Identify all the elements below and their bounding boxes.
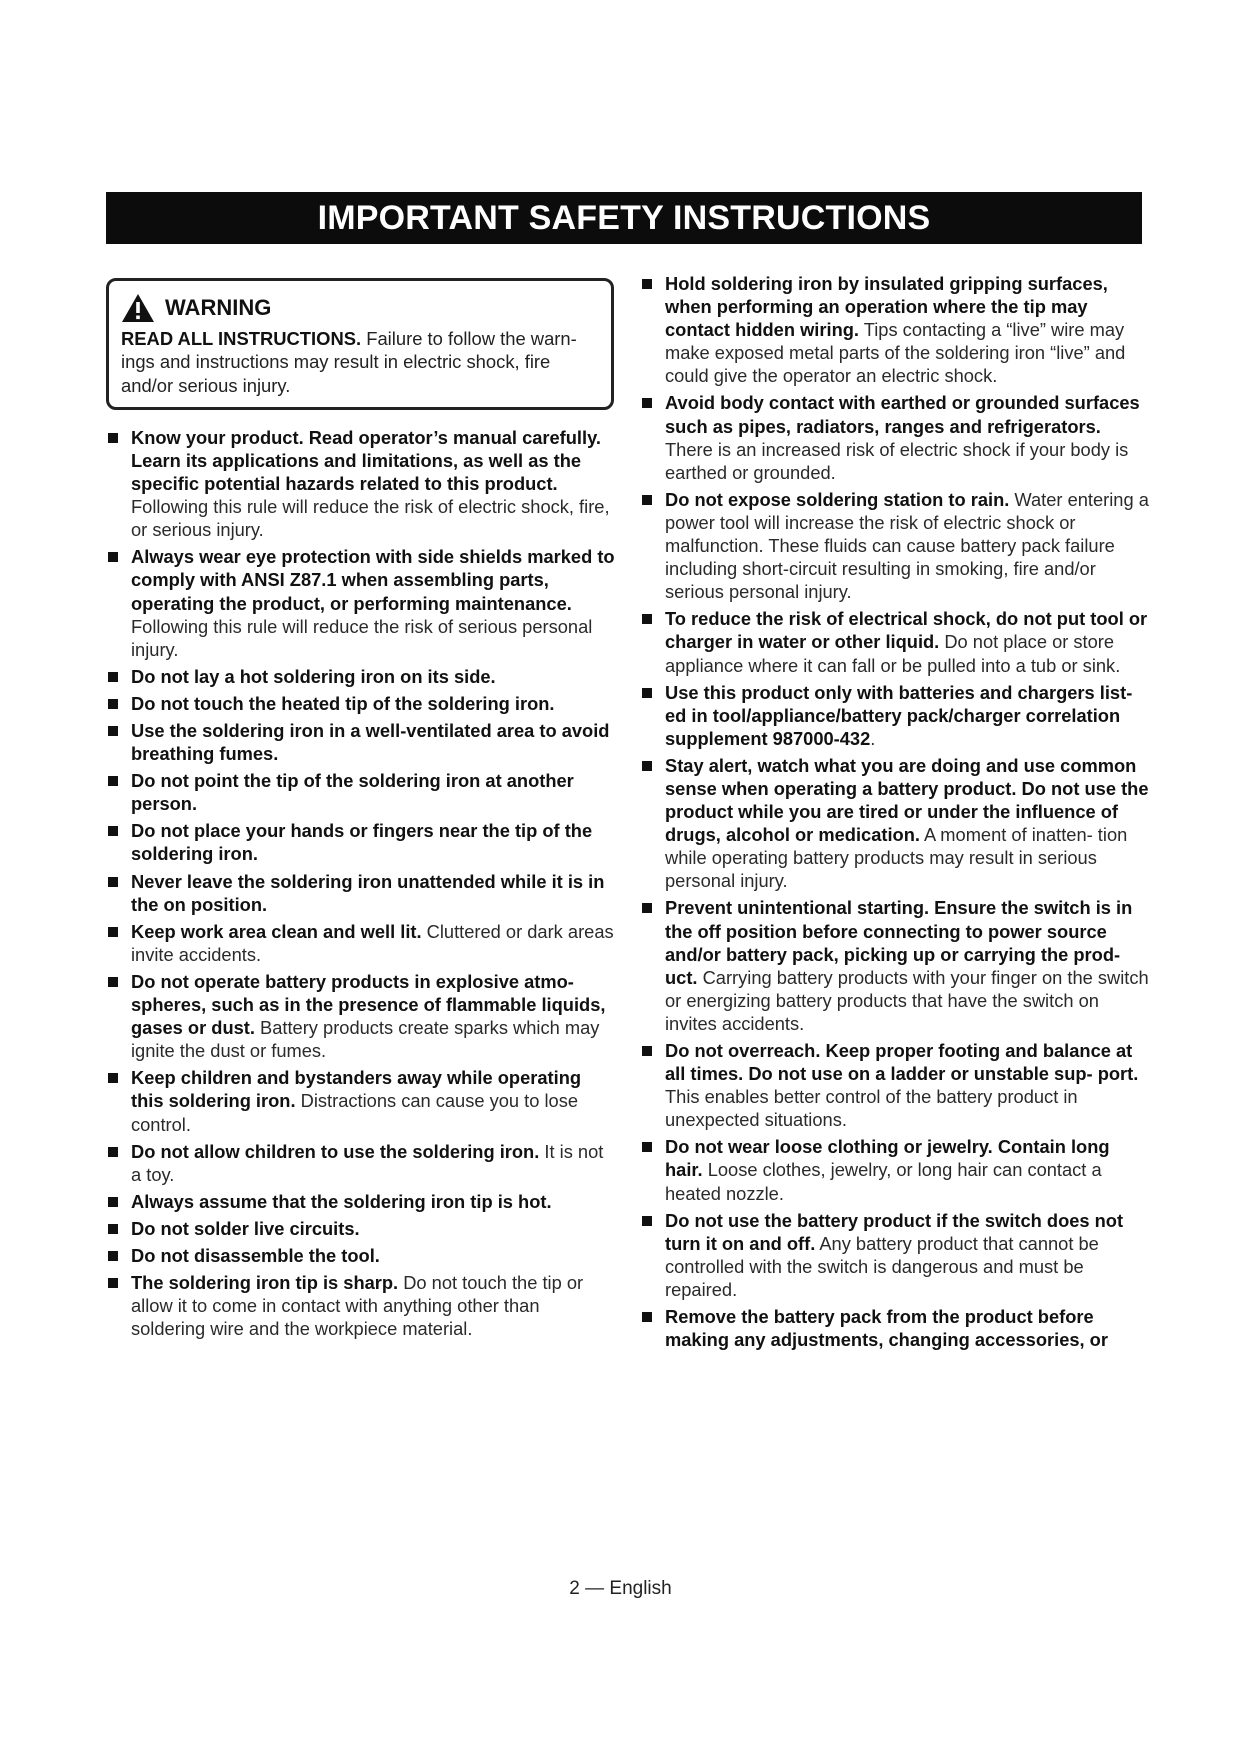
instruction-text: Loose clothes, jewelry, or long hair can contact a heated nozzle. [665, 1159, 1102, 1204]
square-bullet-icon [108, 826, 118, 836]
instruction-text: There is an increased risk of electric shock if your body is earthed or grounded. [665, 438, 1129, 483]
instruction-bold: Prevent unintentional starting. Ensure the switch is in the off position before connecting to power source and/or battery pack, picking up or carrying the prod- uct. [665, 897, 1133, 988]
instruction-text: Any battery product that cannot be controlled with the switch is dangerous and must be repaired. [665, 1232, 1099, 1300]
square-bullet-icon [642, 761, 652, 771]
instruction-text: Do not place or store appliance where it can fall or be pulled into a tub or sink. [665, 631, 1121, 676]
square-bullet-icon [108, 1197, 118, 1207]
instruction-item [106, 1244, 616, 1267]
instruction-item [106, 870, 616, 916]
warning-heading [121, 293, 599, 323]
instruction-item [106, 1217, 616, 1240]
instruction-item [106, 1271, 616, 1340]
instruction-text: . [870, 727, 876, 749]
page-title: IMPORTANT SAFETY INSTRUCTIONS [106, 192, 1142, 244]
instruction-bold: Do not touch the heated tip of the soldering iron. [131, 692, 555, 714]
instruction-bold: Know your product. Read operator’s manual carefully. Learn its applications and limitations, as well as the specific potential hazards related to this product. [131, 426, 601, 495]
page-footer: 2 — English [569, 1578, 672, 1599]
square-bullet-icon [642, 688, 652, 698]
instruction-item [640, 1135, 1150, 1204]
instruction-text: Water entering a power tool will increase the risk of electric shock or malfunction. These fluids can cause battery pack failure including short-circuit resulting in smoking, fire and/or serious personal injury. [665, 488, 1149, 603]
square-bullet-icon [108, 672, 118, 682]
instruction-item [640, 391, 1150, 483]
instruction-bold: Use this product only with batteries and chargers list- ed in tool/appliance/battery pack/charger correlation supplement 987000-432 [665, 681, 1133, 749]
instruction-item [106, 426, 616, 541]
instruction-bold: Do not overreach. Keep proper footing and balance at all times. Do not use on a ladder or unstable sup- port. [665, 1040, 1139, 1085]
square-bullet-icon [108, 776, 118, 786]
left-column [106, 278, 616, 1344]
instruction-bold: Use the soldering iron in a well-ventilated area to avoid breathing fumes. [131, 720, 610, 765]
square-bullet-icon [642, 614, 652, 624]
instruction-item [640, 754, 1150, 893]
square-bullet-icon [108, 552, 118, 562]
instruction-bold: Do not solder live circuits. [131, 1217, 360, 1239]
instruction-text: Cluttered or dark areas invite accidents. [131, 920, 614, 965]
instruction-bold: Avoid body contact with earthed or grounded surfaces such as pipes, radiators, ranges and refrigerators. [665, 392, 1140, 437]
square-bullet-icon [642, 495, 652, 505]
instruction-text: Carrying battery products with your finger on the switch or energizing battery products that have the switch on invites accidents. [665, 966, 1149, 1034]
right-instruction-list [640, 272, 1150, 1351]
warning-lead: READ ALL INSTRUCTIONS. [121, 328, 362, 349]
instruction-item [106, 920, 616, 966]
warning-box [106, 278, 614, 410]
instruction-item [640, 607, 1150, 676]
square-bullet-icon [108, 433, 118, 443]
instruction-item [640, 488, 1150, 603]
instruction-text: Battery products create sparks which may ignite the dust or fumes. [131, 1017, 600, 1062]
instruction-bold: To reduce the risk of electrical shock, do not put tool or charger in water or other liquid. [665, 608, 1148, 653]
instruction-item [106, 1066, 616, 1135]
instruction-bold: Always wear eye protection with side shields marked to comply with ANSI Z87.1 when assembling parts, operating the product, or performing maintenance. [131, 546, 615, 614]
instruction-bold: Do not operate battery products in explosive atmo- spheres, such as in the presence of flammable liquids, gases or dust. [131, 970, 606, 1039]
instruction-bold: Do not allow children to use the soldering iron. [131, 1140, 540, 1162]
square-bullet-icon [108, 1073, 118, 1083]
square-bullet-icon [108, 1147, 118, 1157]
instruction-bold: Always assume that the soldering iron tip is hot. [131, 1190, 552, 1212]
instruction-text: A moment of inatten- tion while operating battery products may result in serious personal injury. [665, 824, 1128, 892]
square-bullet-icon [642, 1046, 652, 1056]
square-bullet-icon [108, 977, 118, 987]
instruction-bold: Keep work area clean and well lit. [131, 920, 422, 942]
square-bullet-icon [108, 877, 118, 887]
instruction-item [640, 896, 1150, 1035]
instruction-bold: Do not use the battery product if the switch does not turn it on and off. [665, 1209, 1124, 1254]
instruction-bold: Stay alert, watch what you are doing and use common sense when operating a battery product. Do not use the product while you are tired or under the influence of drugs, alcohol or medication. [665, 754, 1149, 846]
instruction-text: Do not touch the tip or allow it to come in contact with anything other than soldering wire and the workpiece material. [131, 1272, 584, 1340]
square-bullet-icon [108, 1224, 118, 1234]
square-bullet-icon [642, 1216, 652, 1226]
instruction-item [106, 719, 616, 765]
left-instruction-list [106, 426, 616, 1340]
instruction-item [106, 769, 616, 815]
right-column [640, 272, 1150, 1355]
instruction-item [106, 692, 616, 715]
instruction-text: Distractions can cause you to lose control. [131, 1090, 579, 1135]
instruction-item [640, 1039, 1150, 1131]
instruction-bold: The soldering iron tip is sharp. [131, 1272, 399, 1294]
instruction-item [106, 1140, 616, 1186]
instruction-text: Following this rule will reduce the risk of electric shock, fire, or serious injury. [131, 496, 610, 541]
square-bullet-icon [642, 1312, 652, 1322]
instruction-text: It is not a toy. [131, 1140, 604, 1185]
instruction-bold: Never leave the soldering iron unattended while it is in the on position. [131, 870, 605, 915]
instruction-bold: Do not point the tip of the soldering iron at another person. [131, 770, 574, 815]
instruction-bold: Keep children and bystanders away while operating this soldering iron. [131, 1067, 582, 1112]
instruction-item [640, 272, 1150, 387]
square-bullet-icon [642, 398, 652, 408]
instruction-text: This enables better control of the battery product in unexpected situations. [665, 1086, 1078, 1131]
square-bullet-icon [642, 1142, 652, 1152]
instruction-bold: Remove the battery pack from the product before making any adjustments, changing accessories, or [665, 1306, 1108, 1351]
square-bullet-icon [108, 1251, 118, 1261]
instruction-item [106, 970, 616, 1062]
warning-label: WARNING [165, 295, 272, 320]
instruction-bold: Hold soldering iron by insulated gripping surfaces, when performing an operation where the tip may contact hidden wiring. [665, 273, 1108, 341]
square-bullet-icon [108, 726, 118, 736]
warning-body: Failure to follow the warn- ings and instructions may result in electric shock, fire and/or serious injury. [121, 328, 577, 396]
instruction-text: Tips contacting a “live” wire may make exposed metal parts of the soldering iron “live” and could give the operator an electric shock. [665, 319, 1126, 387]
instruction-item [106, 665, 616, 688]
instruction-bold: Do not disassemble the tool. [131, 1244, 380, 1266]
square-bullet-icon [108, 699, 118, 709]
warning-text [121, 327, 599, 397]
square-bullet-icon [108, 927, 118, 937]
instruction-bold: Do not place your hands or fingers near the tip of the soldering iron. [131, 820, 593, 865]
square-bullet-icon [642, 279, 652, 289]
instruction-bold: Do not expose soldering station to rain. [665, 488, 1010, 510]
instruction-item [106, 545, 616, 660]
instruction-text: Following this rule will reduce the risk of serious personal injury. [131, 615, 593, 660]
instruction-bold: Do not lay a hot soldering iron on its side. [131, 665, 496, 687]
instruction-item [640, 1305, 1150, 1351]
square-bullet-icon [642, 903, 652, 913]
instruction-item [106, 819, 616, 865]
square-bullet-icon [108, 1278, 118, 1288]
instruction-item [106, 1190, 616, 1213]
instruction-item [640, 1209, 1150, 1301]
warning-triangle-icon [121, 293, 155, 323]
instruction-bold: Do not wear loose clothing or jewelry. Contain long hair. [665, 1136, 1110, 1181]
instruction-item [640, 681, 1150, 750]
